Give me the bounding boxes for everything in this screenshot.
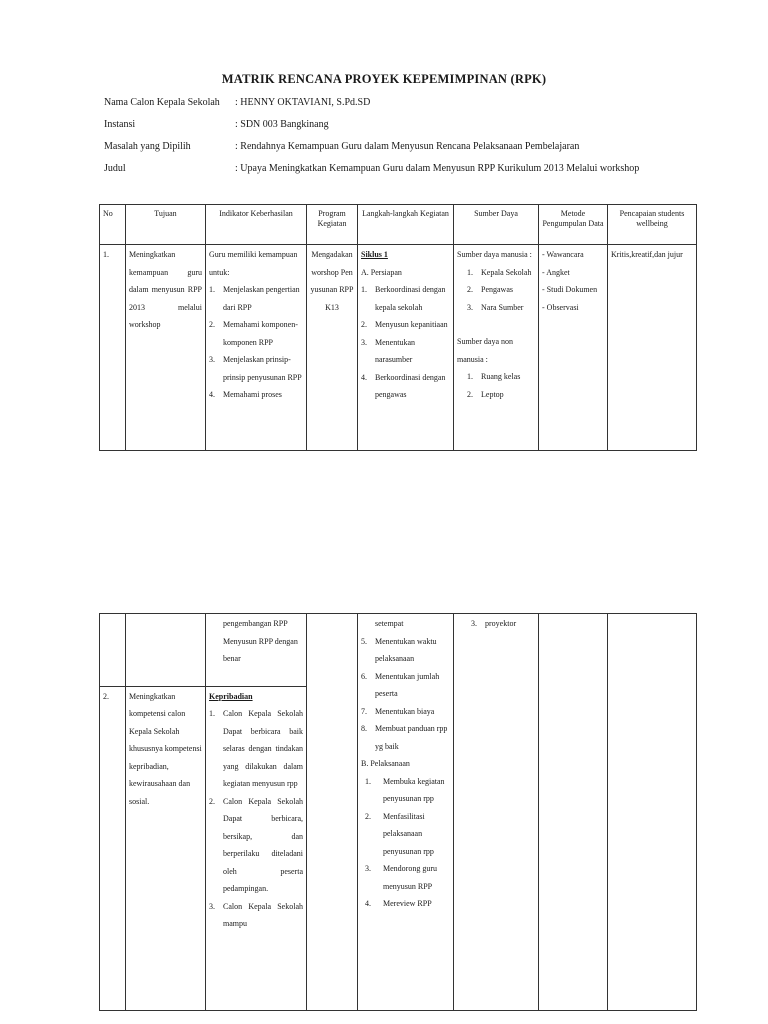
sd-non-label: Sumber daya non manusia : xyxy=(457,337,513,364)
row2-indikator xyxy=(206,686,307,1010)
row1-langkah xyxy=(358,245,454,451)
header-program: Program Kegiatan xyxy=(307,205,358,245)
list-item: 1. Membuka kegiatan penyusunan rpp xyxy=(365,776,445,803)
row1-tujuan: Meningkatkan kemampuan guru dalam menyusun RPP 2013 melalui workshop xyxy=(126,245,206,451)
header-tujuan: Tujuan xyxy=(126,205,206,245)
meta-label: Judul xyxy=(104,163,126,174)
row2-no: 2. xyxy=(100,686,126,1010)
list-item: 4. Memahami proses xyxy=(209,390,282,399)
row1-program: Mengadakan worshop Penyusunan RPP K13 xyxy=(307,245,358,451)
section-persiapan: A. Persiapan xyxy=(361,267,402,277)
row1-metode xyxy=(539,245,608,451)
siklus-label: Siklus 1 xyxy=(361,250,388,259)
list-item: - Observasi xyxy=(542,302,579,312)
list-item: 1. Menjelaskan pengertian dari RPP xyxy=(209,285,300,312)
header-pencapaian: Pencapaian students wellbeing xyxy=(608,205,697,245)
list-item: 2. Pengawas xyxy=(467,285,513,294)
list-item: 1. Calon Kepala Sekolah Dapat berbicara baik selaras dengan tindakan yang dilakukan dalam kegiatan menyusun rpp xyxy=(209,709,303,789)
row1-indikator xyxy=(206,245,307,451)
list-item: 2. Leptop xyxy=(467,389,504,399)
list-item: 3. Nara Sumber xyxy=(467,302,524,312)
cont-langkah: setempat 5. Menentukan waktu pelaksanaan 6. Menentukan jumlah peserta 7. Menentukan biaya 8. Membuat panduan rpp yg baik B. Pelaksanaan 1. Membuka kegiatan penyusunan rpp 2. Menfasilitasi pelaksanaan penyusunan rpp 3. Mendorong guru menyusun RPP 4. Mereview RPP xyxy=(358,614,454,1011)
meta-label: Masalah yang Dipilih xyxy=(104,141,191,152)
indikator-intro: Guru memiliki kemampuan untuk: xyxy=(209,250,298,277)
list-item: 3. Calon Kepala Sekolah mampu xyxy=(209,901,303,929)
document-title: MATRIK RENCANA PROYEK KEPEMIMPINAN (RPK) xyxy=(221,72,547,86)
list-item: 4. Berkoordinasi dengan pengawas xyxy=(361,372,446,399)
list-item: - Studi Dokumen xyxy=(542,285,598,294)
list-item: 6. Menentukan jumlah peserta xyxy=(361,671,440,698)
rpk-table-page2 xyxy=(99,613,697,1011)
cont-indikator: pengembangan RPP Menyusun RPP dengan benar xyxy=(206,614,307,687)
row1-pencapaian: Kritis,kreatif,dan jujur xyxy=(608,245,697,451)
header-langkah: Langkah-langkah Kegiatan xyxy=(358,205,454,245)
list-item: 2. Menfasilitasi pelaksanaan penyusunan rpp xyxy=(365,811,434,856)
list-item: 3. Mendorong guru menyusun RPP xyxy=(365,864,437,891)
meta-value: : Rendahnya Kemampuan Guru dalam Menyusun Rencana Pelaksanaan Pembelajaran xyxy=(235,141,580,152)
list-item: 3. Menentukan narasumber xyxy=(361,337,415,364)
row1-no: 1. xyxy=(100,245,126,451)
list-item: - Angket xyxy=(542,267,570,277)
list-item: 3. proyektor xyxy=(471,619,517,628)
list-item: 2. Menyusun kepanitiaan xyxy=(361,320,448,329)
row2-tujuan: Meningkatkan kompetensi calon Kepala Sekolah khususnya kompetensi kepribadian, kewirausahaan dan sosial. xyxy=(126,686,206,1010)
list-item: 7. Menentukan biaya xyxy=(361,706,435,716)
list-item: 2. Memahami komponen-komponen RPP xyxy=(209,320,298,347)
header-no: No xyxy=(100,205,126,245)
meta-value: : Upaya Meningkatkan Kemampuan Guru dalam Menyusun RPP Kurikulum 2013 Melalui workshop xyxy=(235,163,640,174)
list-item: 4. Mereview RPP xyxy=(365,899,432,908)
sd-manusia-label: Sumber daya manusia : xyxy=(457,250,532,259)
list-item: 1. Kepala Sekolah xyxy=(467,267,532,277)
row1-sumber xyxy=(454,245,539,451)
meta-value: : HENNY OKTAVIANI, S.Pd.SD xyxy=(235,97,371,108)
list-item: 5. Menentukan waktu pelaksanaan xyxy=(361,636,437,663)
list-item: 2. Calon Kepala Sekolah Dapat berbicara, bersikap, dan berperilaku diteladani oleh peserta pedampingan. xyxy=(209,796,303,894)
meta-label: Instansi xyxy=(104,119,136,130)
rpk-table-page1 xyxy=(99,204,697,451)
cont-sumber xyxy=(454,614,539,1011)
list-item: 1. Berkoordinasi dengan kepala sekolah xyxy=(361,285,446,312)
kepribadian-heading: Kepribadian xyxy=(209,691,253,701)
meta-value: : SDN 003 Bangkinang xyxy=(235,119,329,130)
header-sumber: Sumber Daya xyxy=(454,205,539,245)
list-item: - Wawancara xyxy=(542,250,584,259)
list-item: 1. Ruang kelas xyxy=(467,372,521,381)
list-item: 8. Membuat panduan rpp yg baik xyxy=(361,724,448,751)
meta-label: Nama Calon Kepala Sekolah xyxy=(104,97,220,108)
header-metode: Metode Pengumpulan Data xyxy=(539,205,608,245)
list-item: 3. Menjelaskan prinsip-prinsip penyusunan RPP xyxy=(209,355,302,382)
section-pelaksanaan: B. Pelaksanaan xyxy=(361,759,410,768)
header-indikator: Indikator Keberhasilan xyxy=(206,205,307,245)
